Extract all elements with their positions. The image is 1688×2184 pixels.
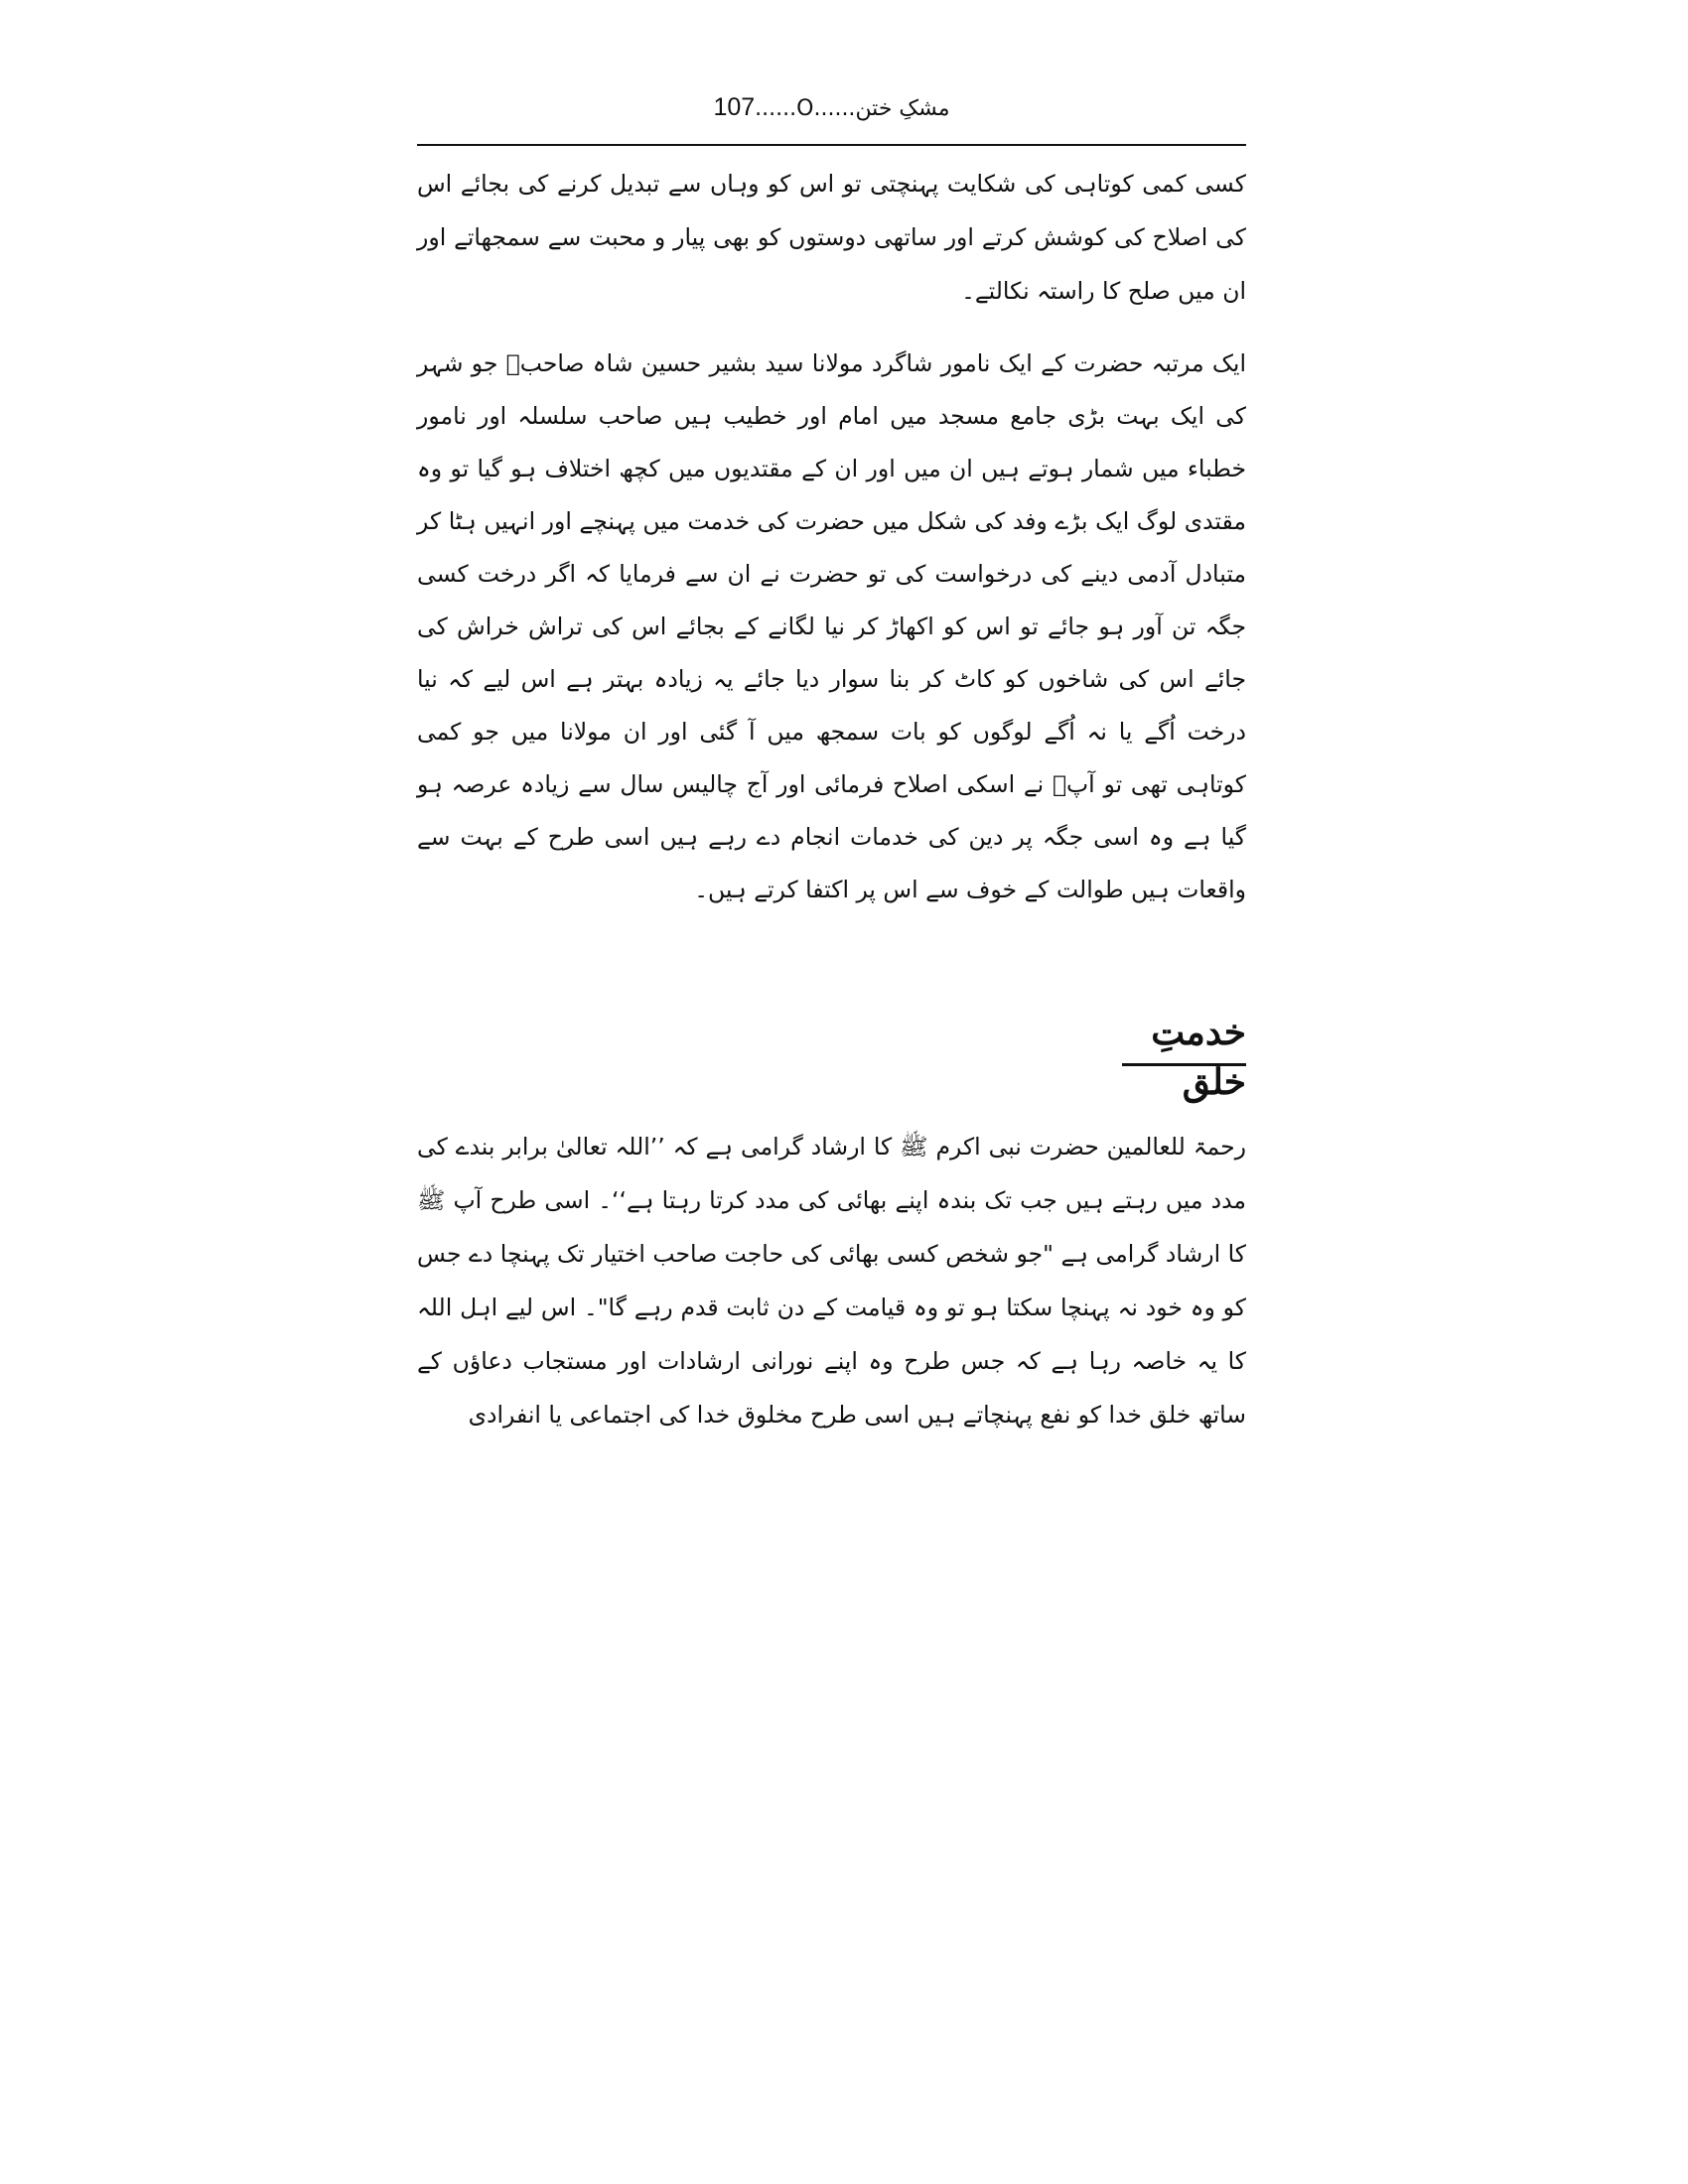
page-header — [417, 93, 1246, 122]
paragraph-text: رحمۃ للعالمین حضرت نبی اکرم ﷺ کا ارشاد گرامی ہے کہ ’’اللہ تعالیٰ برابر بندے کی مدد میں رہتے ہیں جب تک بندہ اپنے بھائی کی مدد کرتا رہتا ہے‘‘۔ اسی طرح آپ ﷺ کا ارشاد گرامی ہے "جو شخص کسی بھائی کی حاجت صاحب اختیار تک پہنچا دے جس کو وہ خود نہ پہنچا سکتا ہو تو وہ قیامت کے دن ثابت قدم رہے گا"۔ اس لیے اہل اللہ کا یہ خاصہ رہا ہے کہ جس طرح وہ اپنے نورانی ارشادات اور مستجاب دعاؤں کے ساتھ خلق خدا کو نفع پہنچاتے ہیں اسی طرح مخلوق خدا کی اجتماعی یا انفرادی — [417, 1133, 1246, 1429]
header-separator: ......O...... — [755, 96, 856, 121]
section-heading: خدمتِ خلق — [1151, 1012, 1246, 1103]
page-number: 107 — [713, 93, 756, 121]
paragraph-2 — [417, 338, 1246, 916]
heading-underline — [1122, 1063, 1246, 1066]
paragraph-text: ایک مرتبہ حضرت کے ایک نامور شاگرد مولانا سید بشیر حسین شاہ صاحبؒ جو شہر کی ایک بہت بڑی جامع مسجد میں امام اور خطیب ہیں صاحب سلسلہ اور نامور خطباء میں شمار ہوتے ہیں ان میں اور ان کے مقتدیوں میں کچھ اختلاف ہو گیا تو وہ مقتدی لوگ ایک بڑے وفد کی شکل میں حضرت کی خدمت میں پہنچے اور انہیں ہٹا کر متبادل آدمی دینے کی درخواست کی تو حضرت نے ان سے فرمایا کہ اگر درخت کسی جگہ تن آور ہو جائے تو اس کو اکھاڑ کر نیا لگانے کے بجائے اس کی تراش خراش کی جائے اس کی شاخوں کو کاٹ کر بنا سوار دیا جائے یہ زیادہ بہتر ہے اس لیے کہ نیا درخت اُگے یا نہ اُگے لوگوں کو بات سمجھ میں آ گئی اور ان مولانا میں جو کمی کوتاہی تھی تو آپؒ نے اسکی اصلاح فرمائی اور آج چالیس سال سے زیادہ عرصہ ہو گیا ہے وہ اسی جگہ پر دین کی خدمات انجام دے رہے ہیں اسی طرح کے بہت سے واقعات ہیں طوالت کے خوف سے اس پر اکتفا کرتے ہیں۔ — [417, 349, 1246, 903]
paragraph-3 — [417, 1120, 1246, 1441]
header-rule — [417, 144, 1246, 146]
paragraph-1 — [417, 157, 1246, 318]
book-title: مشکِ ختن — [855, 96, 950, 121]
paragraph-text: کسی کمی کوتاہی کی شکایت پہنچتی تو اس کو وہاں سے تبدیل کرنے کی بجائے اس کی اصلاح کی کوشش کرتے اور ساتھی دوستوں کو بھی پیار و محبت سے سمجھاتے اور ان میں صلح کا راستہ نکالتے۔ — [417, 170, 1246, 305]
